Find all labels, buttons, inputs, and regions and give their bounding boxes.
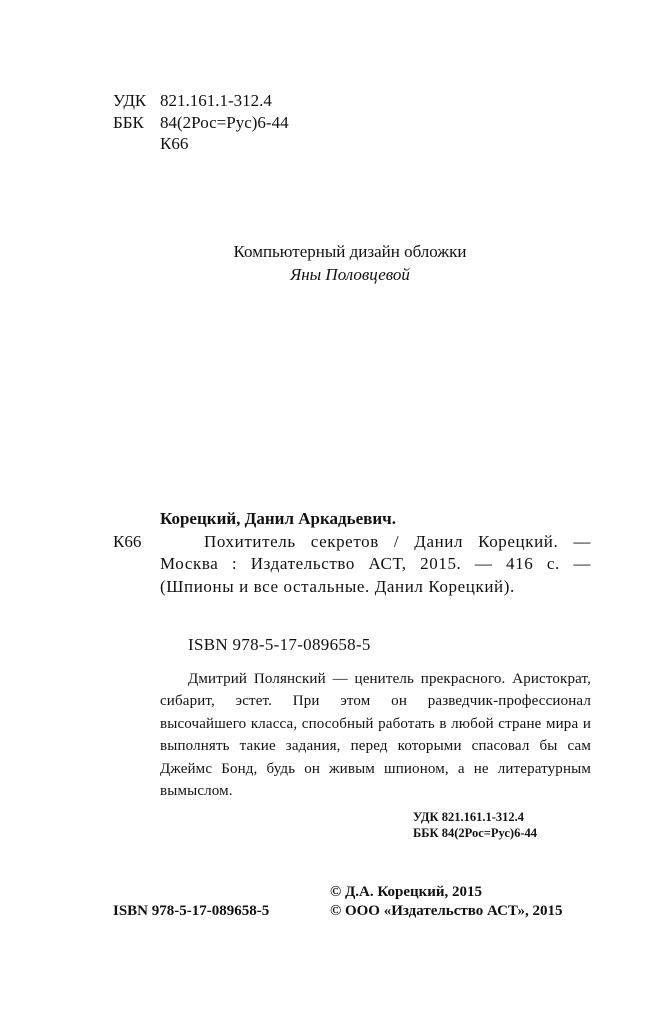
classification-block	[113, 90, 289, 155]
bibliographic-body	[113, 531, 591, 599]
bibliographic-entry	[113, 508, 591, 598]
bibliographic-author-mark: К66	[113, 531, 142, 551]
bbk-small: ББК 84(2Рос=Рус)6-44	[413, 825, 537, 840]
udk-small: УДК 821.161.1-312.4	[413, 810, 524, 824]
author-mark-row	[113, 133, 289, 155]
cover-design-credit	[0, 240, 662, 286]
bbk-row	[113, 112, 289, 134]
cover-credit-line: Компьютерный дизайн обложки	[233, 242, 467, 261]
author-mark: К66	[160, 134, 189, 153]
bbk-label: ББК	[113, 112, 144, 132]
isbn-main: ISBN 978-5-17-089658-5	[188, 635, 371, 654]
udk-value: 821.161.1-312.4	[160, 91, 272, 110]
isbn-bottom: ISBN 978-5-17-089658-5	[113, 903, 270, 919]
bibliographic-description: Похититель секретов / Данил Корецкий. — Москва : Издательство АСТ, 2015. — 416 с. — (Шпионы и все остальные. Данил Корецкий).	[160, 531, 591, 596]
author-heading: Корецкий, Данил Аркадьевич.	[160, 509, 396, 528]
copyright-author: © Д.А. Корецкий, 2015	[330, 884, 483, 900]
udk-row	[113, 90, 289, 112]
bbk-value: 84(2Рос=Рус)6-44	[160, 112, 289, 132]
copyright-publisher: © ООО «Издательство АСТ», 2015	[330, 903, 563, 919]
classification-small	[413, 810, 537, 841]
cover-designer-name: Яны Половцевой	[290, 265, 410, 284]
udk-label: УДК	[113, 91, 147, 110]
copyright-block	[330, 883, 563, 921]
book-annotation: Дмитрий Полянский — ценитель прекрасного. Аристократ, сибарит, эстет. При этом он разведчик-профессионал высочайшего класса, способный работать в любой стране мира и выполнять такие задания, перед которыми спасовал бы сам Джеймс Бонд, будь он живым шпионом, а не литературным вымыслом.	[160, 671, 591, 800]
